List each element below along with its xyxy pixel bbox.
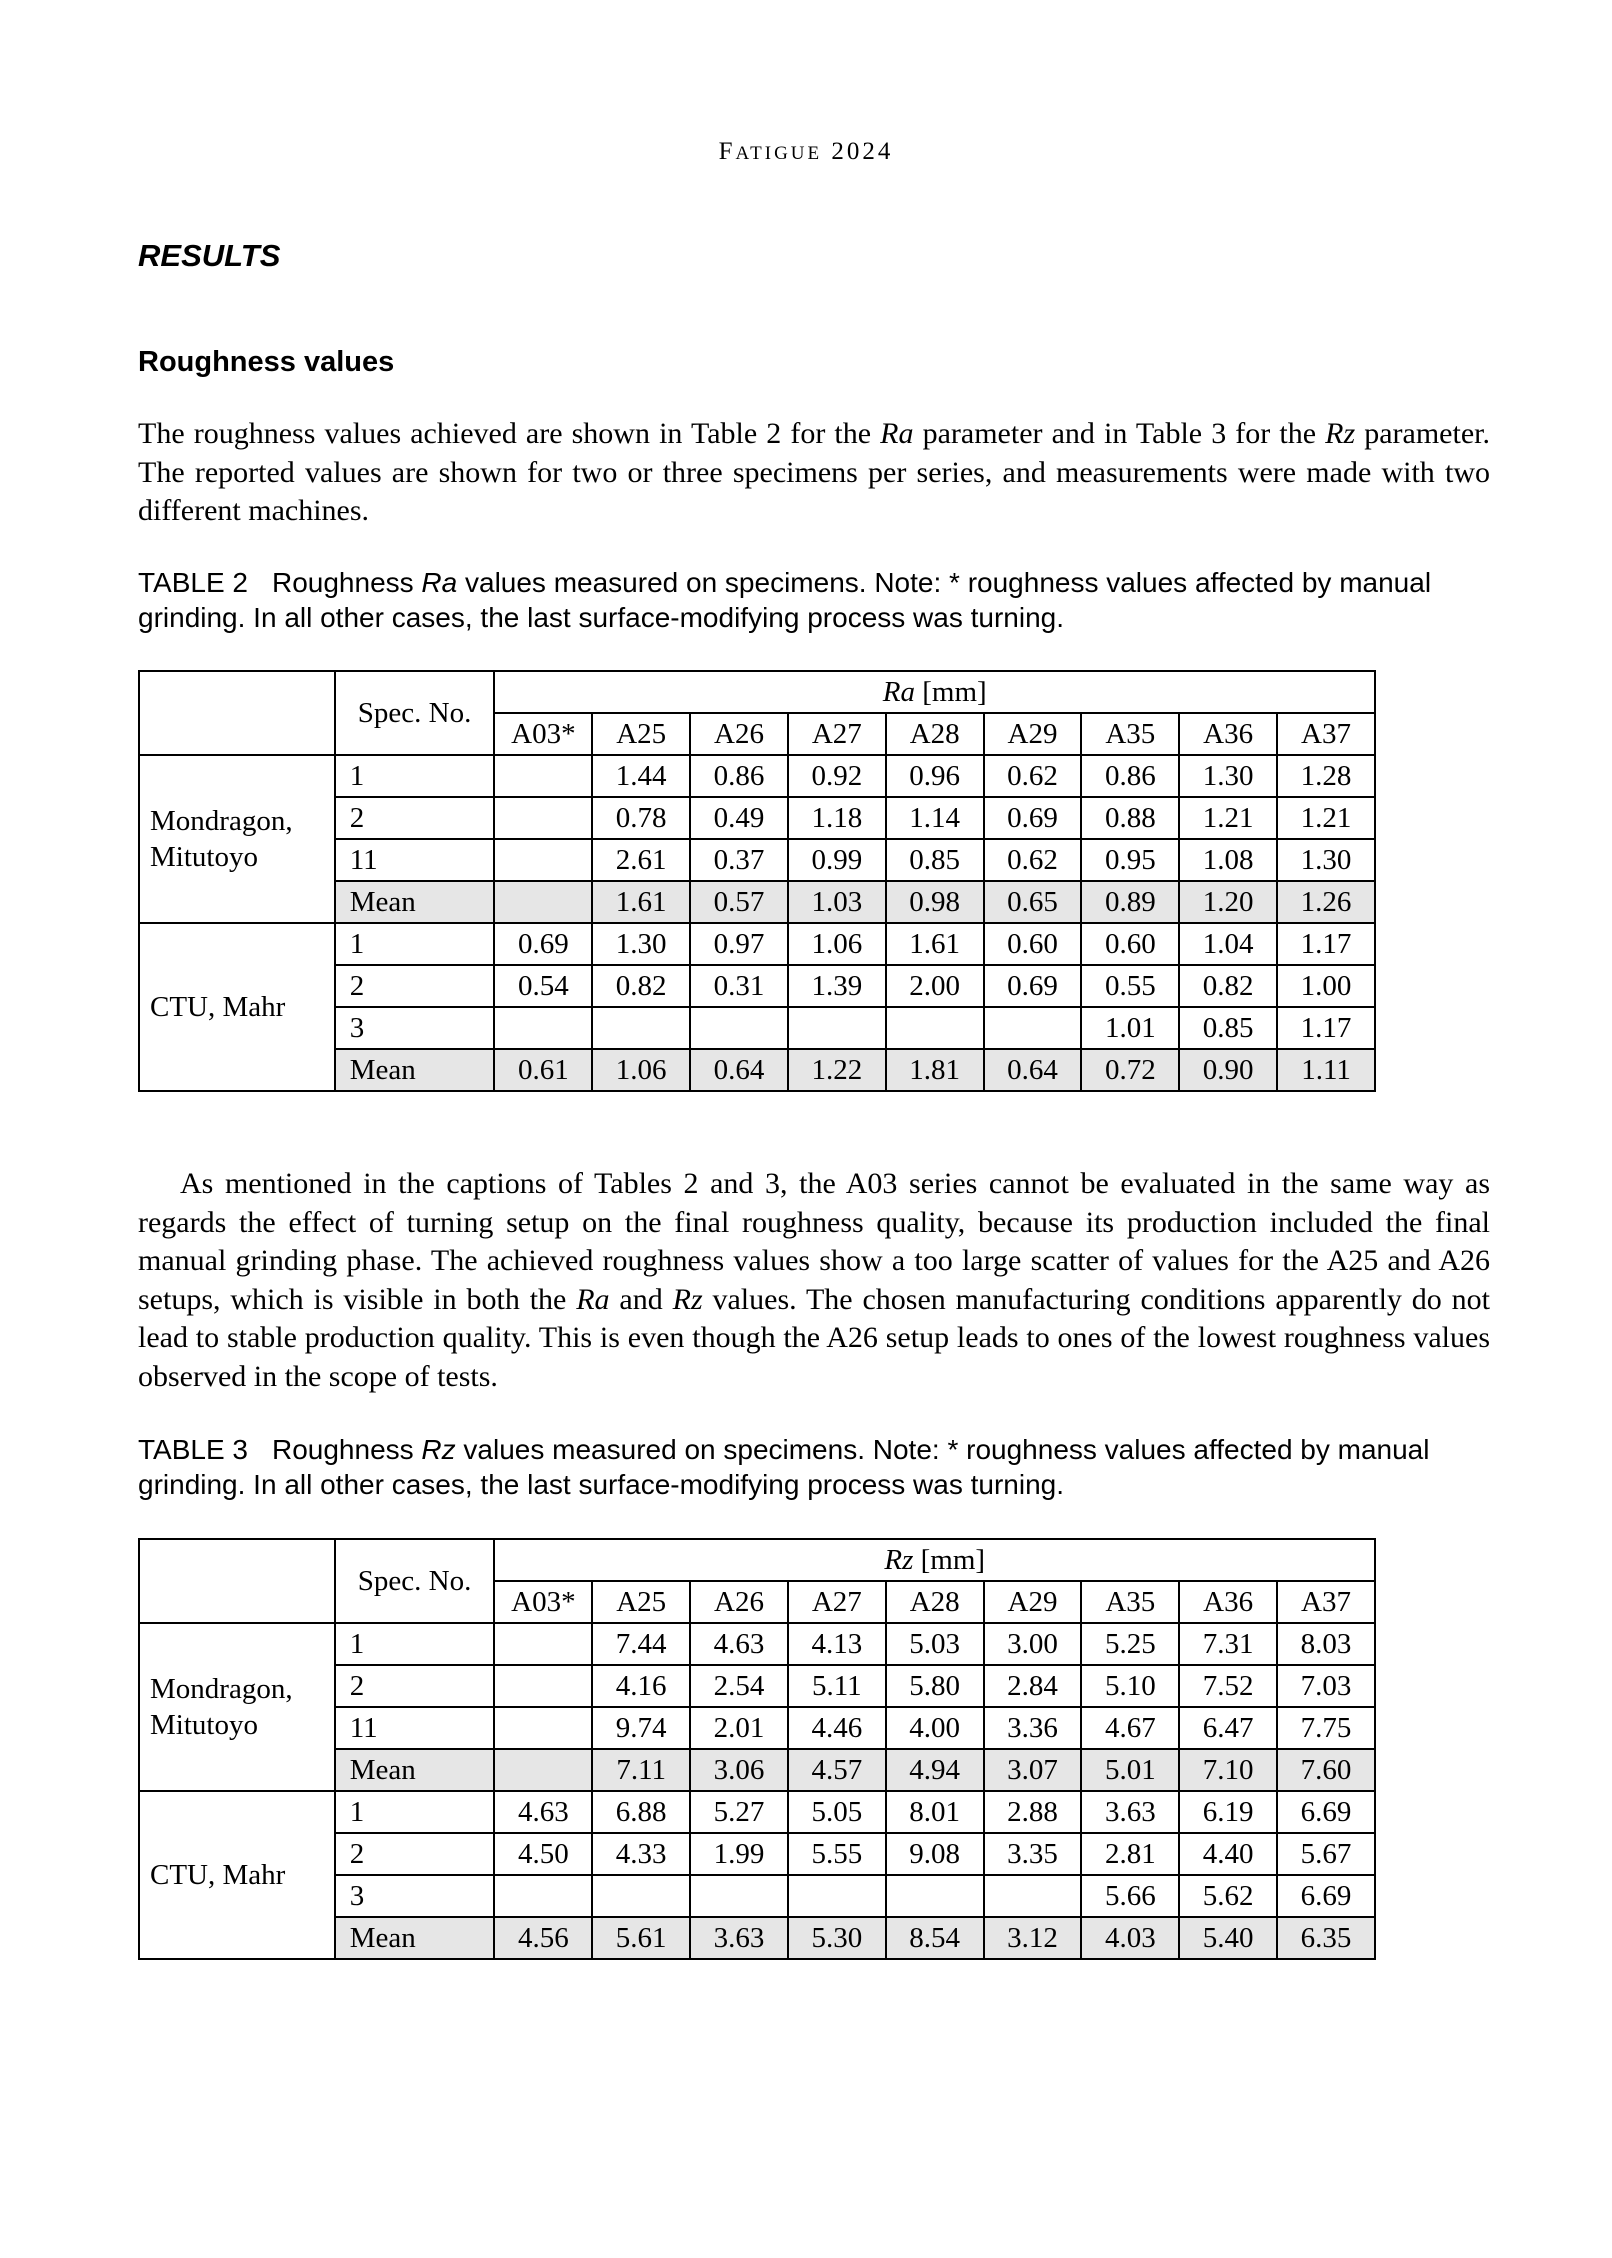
spec-cell: 1 — [335, 755, 495, 797]
value-cell: 6.47 — [1179, 1707, 1277, 1749]
value-cell: 1.99 — [690, 1833, 788, 1875]
spec-cell: 2 — [335, 797, 495, 839]
value-cell: 0.85 — [1179, 1007, 1277, 1049]
value-cell: 0.37 — [690, 839, 788, 881]
value-cell — [690, 1875, 788, 1917]
value-cell: 1.14 — [886, 797, 984, 839]
value-cell: 4.63 — [690, 1623, 788, 1665]
value-cell: 5.11 — [788, 1665, 886, 1707]
value-cell: 1.61 — [592, 881, 690, 923]
value-cell — [494, 1749, 592, 1791]
value-cell: 5.40 — [1179, 1917, 1277, 1959]
value-cell: 0.78 — [592, 797, 690, 839]
value-cell: 3.12 — [984, 1917, 1082, 1959]
value-cell — [494, 839, 592, 881]
series-header: A25 — [592, 1581, 690, 1623]
series-header: A35 — [1081, 1581, 1179, 1623]
value-cell: 1.21 — [1179, 797, 1277, 839]
series-header: A28 — [886, 1581, 984, 1623]
running-head-smallcaps: ATIGUE — [735, 143, 823, 164]
value-cell: 1.17 — [1277, 1007, 1375, 1049]
spec-cell: Mean — [335, 1749, 495, 1791]
value-cell: 4.33 — [592, 1833, 690, 1875]
value-cell: 5.55 — [788, 1833, 886, 1875]
value-cell: 0.88 — [1081, 797, 1179, 839]
value-cell: 5.66 — [1081, 1875, 1179, 1917]
spec-cell: 3 — [335, 1875, 495, 1917]
value-cell: 4.40 — [1179, 1833, 1277, 1875]
value-cell: 7.03 — [1277, 1665, 1375, 1707]
table-2-label: TABLE 2 — [138, 567, 248, 598]
value-cell — [592, 1007, 690, 1049]
value-cell: 3.36 — [984, 1707, 1082, 1749]
value-cell: 5.80 — [886, 1665, 984, 1707]
value-cell: 0.64 — [984, 1049, 1082, 1091]
value-cell: 0.85 — [886, 839, 984, 881]
series-header: A03* — [494, 713, 592, 755]
value-cell: 2.00 — [886, 965, 984, 1007]
value-cell: 0.95 — [1081, 839, 1179, 881]
parameter-header: Ra [mm] — [494, 671, 1375, 713]
value-cell: 4.13 — [788, 1623, 886, 1665]
value-cell: 0.92 — [788, 755, 886, 797]
value-cell: 7.75 — [1277, 1707, 1375, 1749]
value-cell: 0.61 — [494, 1049, 592, 1091]
value-cell: 4.16 — [592, 1665, 690, 1707]
value-cell: 6.69 — [1277, 1791, 1375, 1833]
value-cell: 8.01 — [886, 1791, 984, 1833]
value-cell: 4.50 — [494, 1833, 592, 1875]
series-header: A29 — [984, 1581, 1082, 1623]
value-cell: 0.62 — [984, 755, 1082, 797]
series-header: A27 — [788, 1581, 886, 1623]
series-header: A36 — [1179, 713, 1277, 755]
value-cell: 2.84 — [984, 1665, 1082, 1707]
lab-machine-cell: Mondragon, Mitutoyo — [139, 755, 335, 923]
value-cell: 8.03 — [1277, 1623, 1375, 1665]
value-cell: 0.69 — [984, 965, 1082, 1007]
value-cell: 2.61 — [592, 839, 690, 881]
value-cell: 7.44 — [592, 1623, 690, 1665]
value-cell — [494, 1665, 592, 1707]
lab-machine-cell: CTU, Mahr — [139, 923, 335, 1091]
value-cell: 1.06 — [788, 923, 886, 965]
value-cell: 0.82 — [1179, 965, 1277, 1007]
series-header: A35 — [1081, 713, 1179, 755]
corner-cell — [139, 671, 335, 755]
value-cell — [494, 755, 592, 797]
value-cell: 1.22 — [788, 1049, 886, 1091]
table-row — [139, 1791, 1375, 1833]
parameter-header: Rz [mm] — [494, 1539, 1375, 1581]
corner-cell — [139, 1539, 335, 1623]
series-header: A37 — [1277, 1581, 1375, 1623]
value-cell: 1.08 — [1179, 839, 1277, 881]
table-row — [139, 1623, 1375, 1665]
value-cell: 1.39 — [788, 965, 886, 1007]
value-cell: 6.69 — [1277, 1875, 1375, 1917]
value-cell: 0.99 — [788, 839, 886, 881]
value-cell: 2.88 — [984, 1791, 1082, 1833]
spec-cell: Mean — [335, 1917, 495, 1959]
value-cell — [886, 1875, 984, 1917]
value-cell — [788, 1007, 886, 1049]
spec-cell: 1 — [335, 1623, 495, 1665]
value-cell: 5.10 — [1081, 1665, 1179, 1707]
table-2 — [138, 670, 1376, 1092]
series-header: A26 — [690, 1581, 788, 1623]
value-cell: 1.11 — [1277, 1049, 1375, 1091]
value-cell: 5.27 — [690, 1791, 788, 1833]
spec-no-header: Spec. No. — [335, 671, 495, 755]
spec-cell: 2 — [335, 1665, 495, 1707]
table-row — [139, 923, 1375, 965]
value-cell: 2.81 — [1081, 1833, 1179, 1875]
section-heading: RESULTS — [138, 238, 281, 273]
value-cell — [494, 881, 592, 923]
lab-machine-cell: CTU, Mahr — [139, 1791, 335, 1959]
value-cell: 1.04 — [1179, 923, 1277, 965]
value-cell: 1.26 — [1277, 881, 1375, 923]
value-cell: 0.72 — [1081, 1049, 1179, 1091]
value-cell: 0.62 — [984, 839, 1082, 881]
value-cell: 4.67 — [1081, 1707, 1179, 1749]
value-cell: 4.46 — [788, 1707, 886, 1749]
value-cell: 7.11 — [592, 1749, 690, 1791]
sub-heading: Roughness values — [138, 346, 395, 378]
value-cell: 3.06 — [690, 1749, 788, 1791]
value-cell — [494, 1007, 592, 1049]
series-header: A36 — [1179, 1581, 1277, 1623]
value-cell: 0.98 — [886, 881, 984, 923]
value-cell — [984, 1875, 1082, 1917]
value-cell: 0.65 — [984, 881, 1082, 923]
series-header: A37 — [1277, 713, 1375, 755]
value-cell: 3.00 — [984, 1623, 1082, 1665]
value-cell: 6.35 — [1277, 1917, 1375, 1959]
value-cell: 1.61 — [886, 923, 984, 965]
spec-cell: 1 — [335, 923, 495, 965]
value-cell: 0.64 — [690, 1049, 788, 1091]
value-cell: 2.01 — [690, 1707, 788, 1749]
value-cell — [592, 1875, 690, 1917]
value-cell: 0.90 — [1179, 1049, 1277, 1091]
value-cell: 1.01 — [1081, 1007, 1179, 1049]
value-cell: 1.30 — [1179, 755, 1277, 797]
running-head-year: 2024 — [831, 138, 894, 165]
value-cell: 2.54 — [690, 1665, 788, 1707]
value-cell: 3.63 — [690, 1917, 788, 1959]
value-cell: 5.67 — [1277, 1833, 1375, 1875]
table-2-caption: TABLE 2 Roughness Ra values measured on specimens. Note: * roughness values affected by manual grinding. In all other cases, the last surface-modifying process was turning. — [138, 567, 1432, 633]
value-cell: 0.60 — [984, 923, 1082, 965]
series-header: A25 — [592, 713, 690, 755]
value-cell: 9.08 — [886, 1833, 984, 1875]
spec-cell: 2 — [335, 965, 495, 1007]
spec-cell: 11 — [335, 1707, 495, 1749]
header-row — [139, 1539, 1375, 1581]
spec-no-header: Spec. No. — [335, 1539, 495, 1623]
value-cell: 4.63 — [494, 1791, 592, 1833]
value-cell: 1.06 — [592, 1049, 690, 1091]
value-cell: 4.03 — [1081, 1917, 1179, 1959]
value-cell: 1.81 — [886, 1049, 984, 1091]
table-3-caption: TABLE 3 Roughness Rz values measured on specimens. Note: * roughness values affected by manual grinding. In all other cases, the last surface-modifying process was turning. — [138, 1434, 1430, 1500]
value-cell: 0.49 — [690, 797, 788, 839]
value-cell: 7.10 — [1179, 1749, 1277, 1791]
value-cell: 5.03 — [886, 1623, 984, 1665]
value-cell: 0.86 — [1081, 755, 1179, 797]
value-cell: 0.86 — [690, 755, 788, 797]
table-row — [139, 755, 1375, 797]
value-cell — [788, 1875, 886, 1917]
value-cell — [494, 797, 592, 839]
value-cell: 1.21 — [1277, 797, 1375, 839]
value-cell: 4.94 — [886, 1749, 984, 1791]
value-cell: 4.56 — [494, 1917, 592, 1959]
value-cell: 0.69 — [984, 797, 1082, 839]
value-cell: 1.03 — [788, 881, 886, 923]
value-cell: 1.18 — [788, 797, 886, 839]
value-cell: 1.44 — [592, 755, 690, 797]
spec-cell: 3 — [335, 1007, 495, 1049]
spec-cell: 11 — [335, 839, 495, 881]
value-cell: 0.54 — [494, 965, 592, 1007]
value-cell: 1.28 — [1277, 755, 1375, 797]
table-3-label: TABLE 3 — [138, 1434, 248, 1465]
value-cell: 9.74 — [592, 1707, 690, 1749]
value-cell: 3.35 — [984, 1833, 1082, 1875]
running-head-initial: F — [718, 138, 736, 165]
value-cell — [886, 1007, 984, 1049]
value-cell — [690, 1007, 788, 1049]
value-cell: 0.69 — [494, 923, 592, 965]
value-cell — [494, 1875, 592, 1917]
value-cell: 1.20 — [1179, 881, 1277, 923]
running-head — [0, 138, 1612, 166]
value-cell: 6.19 — [1179, 1791, 1277, 1833]
value-cell: 3.07 — [984, 1749, 1082, 1791]
table-3 — [138, 1538, 1376, 1960]
value-cell: 7.60 — [1277, 1749, 1375, 1791]
value-cell: 0.55 — [1081, 965, 1179, 1007]
value-cell: 8.54 — [886, 1917, 984, 1959]
value-cell: 1.30 — [1277, 839, 1375, 881]
header-row — [139, 671, 1375, 713]
value-cell: 5.61 — [592, 1917, 690, 1959]
value-cell: 6.88 — [592, 1791, 690, 1833]
value-cell: 4.00 — [886, 1707, 984, 1749]
series-header: A29 — [984, 713, 1082, 755]
series-header: A26 — [690, 713, 788, 755]
series-header: A03* — [494, 1581, 592, 1623]
spec-cell: 1 — [335, 1791, 495, 1833]
value-cell: 3.63 — [1081, 1791, 1179, 1833]
value-cell: 0.97 — [690, 923, 788, 965]
paragraph-2: As mentioned in the captions of Tables 2 and 3, the A03 series cannot be evaluated in the same way as regards the effect of turning setup on the final roughness quality, because its production included the final manual grinding phase. The achieved roughness values show a too large scatter of values for the A25 and A26 setups, which is visible in both the Ra and Rz values. The chosen manufacturing conditions apparently do not lead to stable production quality. This is even though the A26 setup leads to ones of the lowest roughness values observed in the scope of tests. — [138, 1167, 1490, 1393]
value-cell: 7.31 — [1179, 1623, 1277, 1665]
value-cell: 0.82 — [592, 965, 690, 1007]
value-cell: 0.60 — [1081, 923, 1179, 965]
series-header: A27 — [788, 713, 886, 755]
paragraph-1: The roughness values achieved are shown in Table 2 for the Ra parameter and in Table 3 for the Rz parameter. The reported values are shown for two or three specimens per series, and measurements were made with two different machines. — [138, 417, 1490, 527]
value-cell — [984, 1007, 1082, 1049]
value-cell: 0.31 — [690, 965, 788, 1007]
value-cell: 7.52 — [1179, 1665, 1277, 1707]
value-cell: 5.01 — [1081, 1749, 1179, 1791]
value-cell: 5.30 — [788, 1917, 886, 1959]
value-cell: 1.30 — [592, 923, 690, 965]
value-cell — [494, 1623, 592, 1665]
value-cell: 4.57 — [788, 1749, 886, 1791]
value-cell — [494, 1707, 592, 1749]
value-cell: 1.17 — [1277, 923, 1375, 965]
value-cell: 0.57 — [690, 881, 788, 923]
spec-cell: Mean — [335, 1049, 495, 1091]
spec-cell: 2 — [335, 1833, 495, 1875]
value-cell: 5.05 — [788, 1791, 886, 1833]
value-cell: 0.89 — [1081, 881, 1179, 923]
value-cell: 1.00 — [1277, 965, 1375, 1007]
series-header: A28 — [886, 713, 984, 755]
value-cell: 0.96 — [886, 755, 984, 797]
value-cell: 5.62 — [1179, 1875, 1277, 1917]
spec-cell: Mean — [335, 881, 495, 923]
lab-machine-cell: Mondragon, Mitutoyo — [139, 1623, 335, 1791]
value-cell: 5.25 — [1081, 1623, 1179, 1665]
